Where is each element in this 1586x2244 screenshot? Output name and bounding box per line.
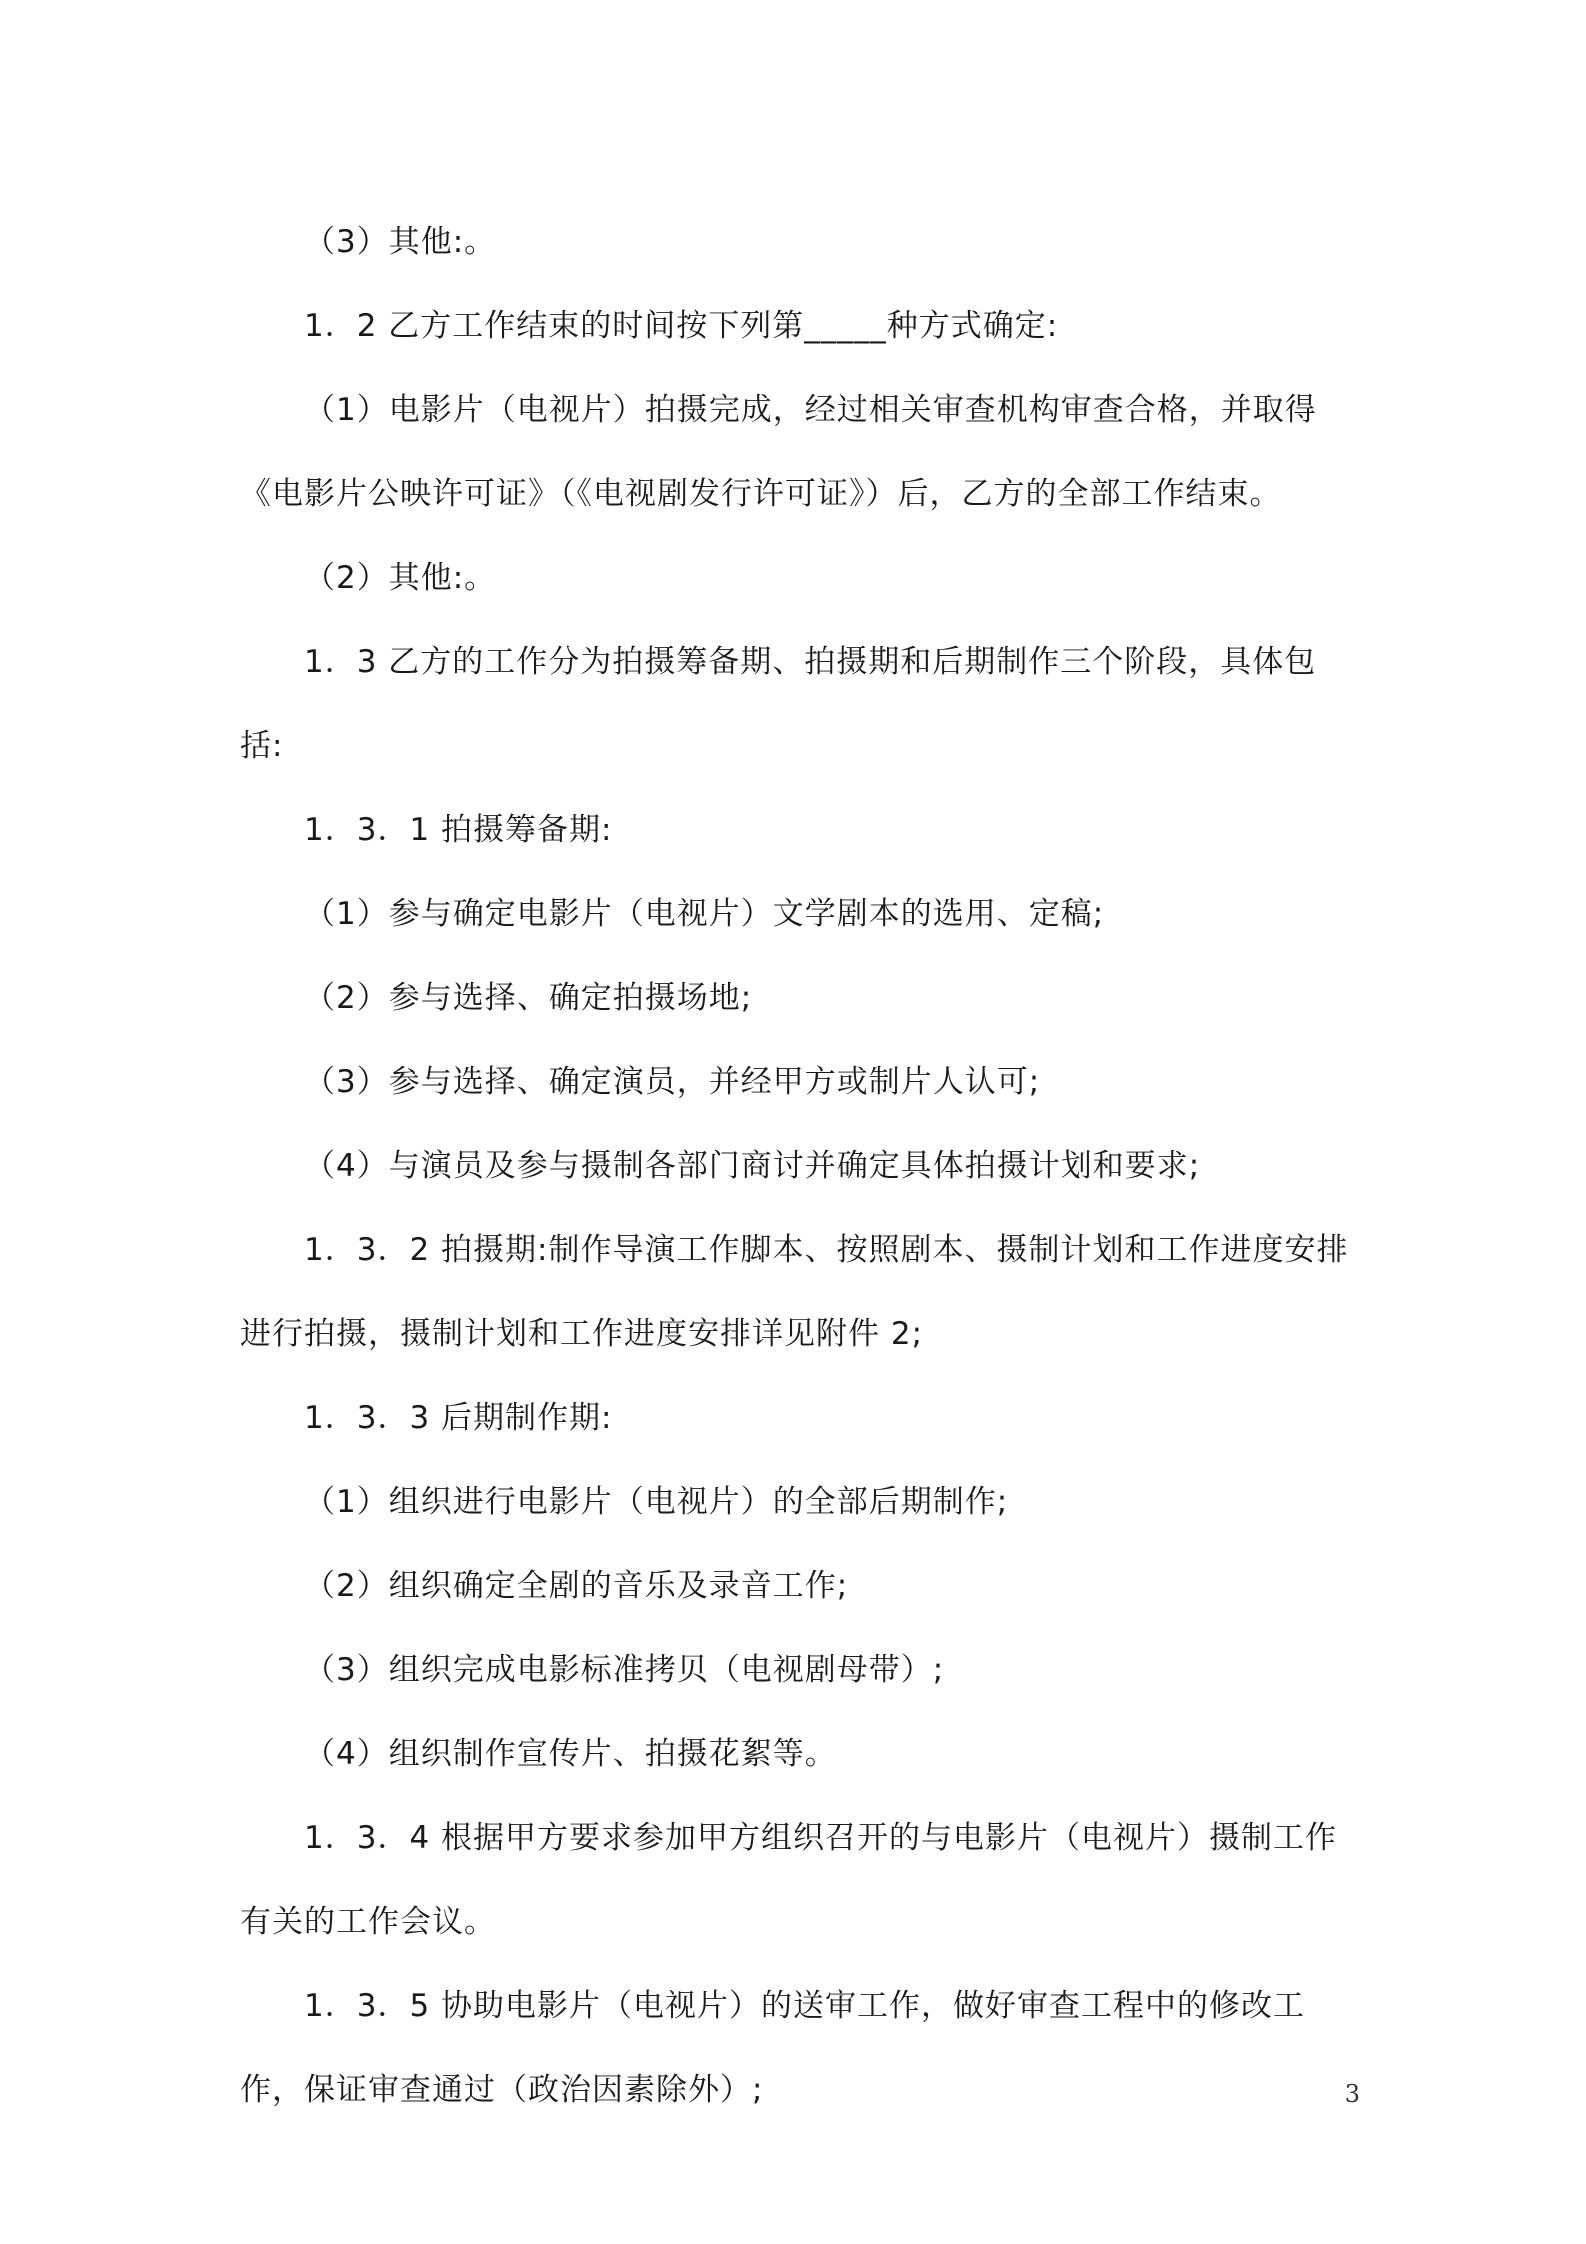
document-body	[240, 200, 1350, 2132]
paragraph-1-3-1-item-2: （2）参与选择、确定拍摄场地;	[304, 980, 753, 1016]
paragraph-1-3-3-item-1: （1）组织进行电影片（电视片）的全部后期制作;	[304, 1484, 1009, 1520]
paragraph-1-3-3: 1．3．3 后期制作期:	[304, 1400, 613, 1436]
paragraph-1-3-1-item-3: （3）参与选择、确定演员，并经甲方或制片人认可;	[304, 1064, 1041, 1100]
paragraph-1-3-1-item-1: （1）参与确定电影片（电视片）文学剧本的选用、定稿;	[304, 896, 1105, 932]
page-number: 3	[1344, 2080, 1360, 2108]
paragraph-1-3-5: 1．3．5 协助电影片（电视片）的送审工作，做好审查工程中的修改工作，保证审查通过（政治因素除外）;	[240, 1988, 1306, 2108]
paragraph-1-2-option-1: （1）电影片（电视片）拍摄完成，经过相关审查机构审查合格，并取得《电影片公映许可证》（《电视剧发行许可证》）后，乙方的全部工作结束。	[240, 392, 1317, 512]
paragraph-1-3-1: 1．3．1 拍摄筹备期:	[304, 812, 613, 848]
paragraph-1-3-3-item-4: （4）组织制作宣传片、拍摄花絮等。	[304, 1736, 837, 1772]
paragraph-1-2: 1．2 乙方工作结束的时间按下列第_____种方式确定:	[304, 308, 1059, 344]
paragraph-1-3-3-item-3: （3）组织完成电影标准拷贝（电视剧母带）;	[304, 1652, 945, 1688]
paragraph-other-3: （3）其他:。	[304, 224, 497, 260]
paragraph-1-3-2: 1．3．2 拍摄期:制作导演工作脚本、按照剧本、摄制计划和工作进度安排进行拍摄，摄制计划和工作进度安排详见附件 2;	[240, 1232, 1349, 1352]
paragraph-1-2-option-2: （2）其他:。	[304, 560, 497, 596]
paragraph-1-3: 1．3 乙方的工作分为拍摄筹备期、拍摄期和后期制作三个阶段，具体包括:	[240, 644, 1317, 764]
paragraph-1-3-1-item-4: （4）与演员及参与摄制各部门商讨并确定具体拍摄计划和要求;	[304, 1148, 1201, 1184]
paragraph-1-3-4: 1．3．4 根据甲方要求参加甲方组织召开的与电影片（电视片）摄制工作有关的工作会议。	[240, 1820, 1338, 1940]
paragraph-1-3-3-item-2: （2）组织确定全剧的音乐及录音工作;	[304, 1568, 849, 1604]
